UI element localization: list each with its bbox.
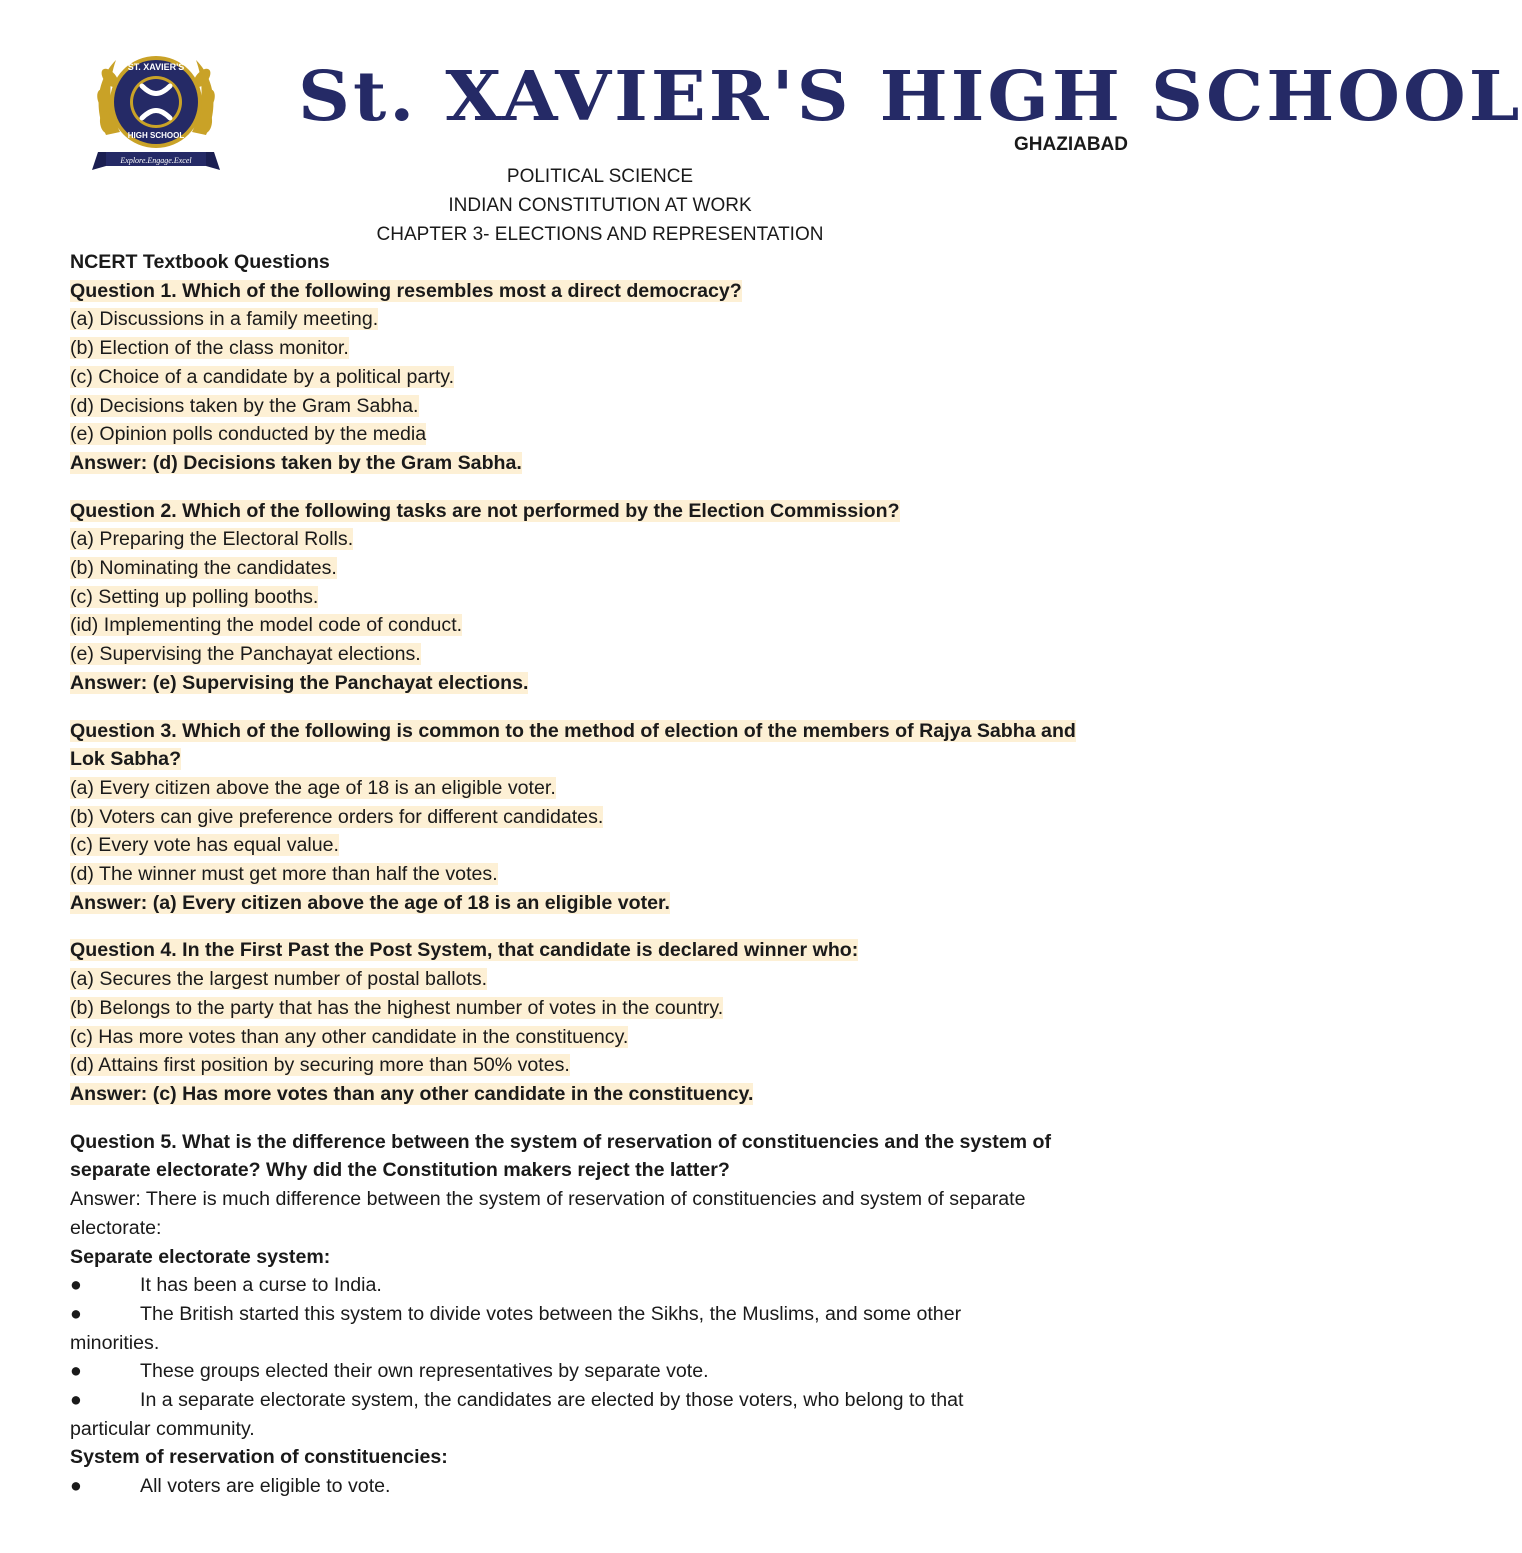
document-titles — [0, 162, 1200, 249]
question-3-cont — [70, 745, 1132, 774]
option — [70, 860, 1132, 889]
bullet-text: All voters are eligible to vote. — [140, 1475, 391, 1498]
chapter-title: CHAPTER 3- ELECTIONS AND REPRESENTATION — [376, 224, 824, 245]
option-text: (c) Choice of a candidate by a political party. — [70, 365, 455, 388]
option-text: (d) The winner must get more than half the votes. — [70, 863, 498, 886]
bullet-item — [70, 1271, 1132, 1300]
question-3 — [70, 717, 1132, 746]
option-text: (d) Attains first position by securing more than 50% votes. — [70, 1054, 570, 1077]
option — [70, 392, 1132, 421]
question-text: Question 2. Which of the following tasks are not performed by the Election Commission? — [70, 499, 900, 522]
school-name: St. XAVIER'S HIGH SCHOOL — [298, 55, 1522, 136]
answer — [70, 1080, 1132, 1109]
bullet-text-cont: particular community. — [70, 1417, 255, 1440]
option — [70, 774, 1132, 803]
section-heading: NCERT Textbook Questions — [70, 251, 330, 273]
question-text: Lok Sabha? — [70, 748, 182, 771]
option-text: (b) Nominating the candidates. — [70, 557, 337, 580]
answer-text: Answer: (c) Has more votes than any other candidate in the constituency. — [70, 1082, 754, 1105]
question-5-cont: separate electorate? Why did the Constitution makers reject the latter? — [70, 1159, 730, 1182]
option — [70, 525, 1132, 554]
separate-electorate-heading: Separate electorate system: — [70, 1245, 331, 1268]
question-1 — [70, 277, 1132, 306]
school-city: GHAZIABAD — [1014, 134, 1128, 155]
option — [70, 420, 1132, 449]
book-title: INDIAN CONSTITUTION AT WORK — [448, 195, 752, 216]
answer-text: Answer: (d) Decisions taken by the Gram Sabha. — [70, 451, 522, 474]
question-4 — [70, 936, 1132, 965]
option-text: (e) Opinion polls conducted by the media — [70, 423, 427, 446]
option-text: (a) Secures the largest number of postal ballots. — [70, 968, 488, 991]
option-text: (c) Setting up polling booths. — [70, 585, 319, 608]
logo-motto: Explore.Engage.Excel — [120, 156, 192, 165]
bullet-item — [70, 1472, 1132, 1501]
bullet-item — [70, 1357, 1132, 1386]
answer-text-cont: electorate: — [70, 1216, 162, 1239]
option-text: (a) Every citizen above the age of 18 is an eligible voter. — [70, 776, 556, 799]
answer — [70, 889, 1132, 918]
answer-text: Answer: There is much difference between the system of reservation of constituencies and system of separate — [70, 1188, 1026, 1211]
school-logo — [86, 40, 226, 180]
option — [70, 363, 1132, 392]
option — [70, 831, 1132, 860]
bullet-text: The British started this system to divide votes between the Sikhs, the Muslims, and some other — [140, 1302, 962, 1325]
question-text: Question 1. Which of the following resembles most a direct democracy? — [70, 279, 742, 302]
option-text: (id) Implementing the model code of conduct. — [70, 614, 463, 637]
bullet-icon: ● — [70, 1360, 82, 1383]
bullet-text: In a separate electorate system, the candidates are elected by those voters, who belong to that — [140, 1389, 964, 1412]
option-text: (a) Preparing the Electoral Rolls. — [70, 528, 354, 551]
bullet-text: These groups elected their own representatives by separate vote. — [140, 1360, 709, 1383]
document-body — [70, 248, 1132, 1501]
option — [70, 640, 1132, 669]
option-text: (d) Decisions taken by the Gram Sabha. — [70, 394, 419, 417]
logo-text-bottom: HIGH SCHOOL — [127, 131, 185, 140]
bullet-text: It has been a curse to India. — [140, 1274, 382, 1297]
reservation-heading: System of reservation of constituencies: — [70, 1446, 448, 1469]
option — [70, 583, 1132, 612]
option — [70, 334, 1132, 363]
option-text: (c) Every vote has equal value. — [70, 834, 340, 857]
option-text: (b) Election of the class monitor. — [70, 337, 349, 360]
option-text: (b) Voters can give preference orders for different candidates. — [70, 805, 604, 828]
subject-title: POLITICAL SCIENCE — [506, 166, 694, 187]
question-5: Question 5. What is the difference between the system of reservation of constituencies and the system of — [70, 1130, 1052, 1153]
answer-text: Answer: (e) Supervising the Panchayat elections. — [70, 671, 529, 694]
answer — [70, 449, 1132, 478]
bullet-item — [70, 1300, 1132, 1329]
answer — [70, 669, 1132, 698]
option — [70, 611, 1132, 640]
bullet-icon: ● — [70, 1389, 82, 1412]
bullet-text-cont: minorities. — [70, 1331, 160, 1354]
logo-text-top: ST. XAVIER'S — [127, 62, 185, 72]
question-2 — [70, 497, 1132, 526]
question-text: Question 3. Which of the following is common to the method of election of the members of Rajya Sabha and — [70, 719, 1076, 742]
option — [70, 1023, 1132, 1052]
option — [70, 1051, 1132, 1080]
answer-text: Answer: (a) Every citizen above the age of 18 is an eligible voter. — [70, 891, 670, 914]
bullet-icon: ● — [70, 1274, 82, 1297]
bullet-item — [70, 1386, 1132, 1415]
option — [70, 965, 1132, 994]
option-text: (e) Supervising the Panchayat elections. — [70, 643, 421, 666]
option — [70, 554, 1132, 583]
option-text: (c) Has more votes than any other candidate in the constituency. — [70, 1025, 629, 1048]
bullet-icon: ● — [70, 1475, 82, 1498]
option — [70, 994, 1132, 1023]
option — [70, 803, 1132, 832]
question-text: Question 4. In the First Past the Post System, that candidate is declared winner who: — [70, 939, 859, 962]
option — [70, 305, 1132, 334]
option-text: (b) Belongs to the party that has the highest number of votes in the country. — [70, 996, 724, 1019]
bullet-icon: ● — [70, 1302, 82, 1325]
option-text: (a) Discussions in a family meeting. — [70, 308, 379, 331]
